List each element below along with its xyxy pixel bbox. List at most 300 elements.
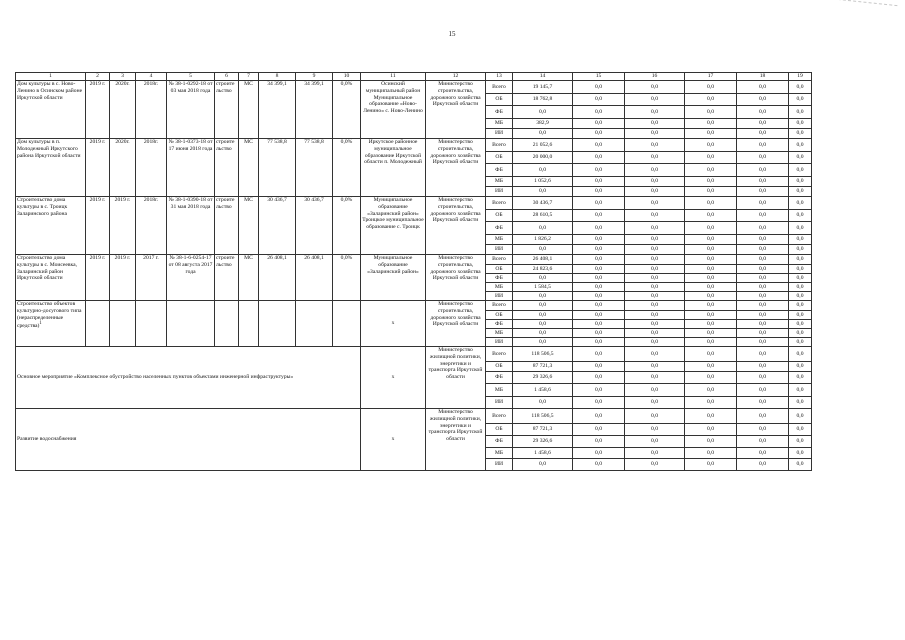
project-name-cell bbox=[16, 301, 86, 347]
amount-cell: 0,0 bbox=[737, 409, 789, 424]
table-row bbox=[16, 81, 812, 94]
amount-cell: 0,0 bbox=[789, 409, 812, 424]
responsible-ministry: Министерство строительства, дорожного хозяйства Иркутской области bbox=[426, 139, 486, 197]
amount-cell: 0,0 bbox=[789, 347, 812, 362]
ownership-form: МС bbox=[239, 255, 259, 301]
amount-cell: 0,0 bbox=[625, 397, 685, 409]
amount-cell: 30 436,7 bbox=[513, 197, 573, 210]
amount-cell: 0,0 bbox=[625, 424, 685, 436]
amount-cell: 0,0 bbox=[737, 459, 789, 471]
amount-cell: 0,0 bbox=[625, 235, 685, 245]
amount-cell: 0,0 bbox=[737, 292, 789, 301]
amount-cell: 0,0 bbox=[573, 274, 625, 283]
amount-cell: 0,0 bbox=[573, 424, 625, 436]
amount-cell: 0,0 bbox=[737, 139, 789, 152]
amount-cell: 0,0 bbox=[573, 129, 625, 139]
amount-cell: 0,0 bbox=[685, 397, 737, 409]
amount-cell: 0,0 bbox=[625, 459, 685, 471]
column-number: 18 bbox=[737, 73, 789, 81]
amount-cell: 0,0 bbox=[625, 436, 685, 448]
amount-cell: 0,0 bbox=[685, 187, 737, 197]
amount-cell: 0,0 bbox=[573, 301, 625, 311]
funding-source: ИИ bbox=[486, 187, 513, 197]
funding-source: ФБ bbox=[486, 320, 513, 329]
amount-cell: 0,0 bbox=[789, 222, 812, 235]
amount-cell: 0,0 bbox=[513, 320, 573, 329]
project-name: Строительство объектов культурно-досугового типа (нераспределенные средства) bbox=[17, 301, 82, 330]
ownership-form: МС bbox=[239, 139, 259, 197]
column-number: 4 bbox=[136, 73, 167, 81]
amount-cell: 0,0 bbox=[573, 164, 625, 177]
amount-cell: 0,0 bbox=[513, 274, 573, 283]
funding-source: Всего bbox=[486, 81, 513, 94]
amount-cell: 0,0 bbox=[573, 329, 625, 338]
amount-cell: 29 326,6 bbox=[513, 436, 573, 448]
amount-cell: 0,0 bbox=[737, 436, 789, 448]
funding-source: ФБ bbox=[486, 274, 513, 283]
amount-cell: 0,0 bbox=[573, 152, 625, 164]
amount-cell: 19 145,7 bbox=[513, 81, 573, 94]
amount-cell: 0,0 bbox=[685, 274, 737, 283]
amount-cell: 87 721,3 bbox=[513, 362, 573, 372]
funding-source: МБ bbox=[486, 177, 513, 187]
amount-cell: 0,0 bbox=[737, 81, 789, 94]
amount-cell: 0,0 bbox=[625, 152, 685, 164]
amount-cell: 0,0 bbox=[789, 320, 812, 329]
amount-cell: 0,0 bbox=[737, 448, 789, 459]
ownership-form: МС bbox=[239, 81, 259, 139]
column-number: 6 bbox=[215, 73, 239, 81]
expertise-year: 2017 г. bbox=[136, 255, 167, 301]
amount-cell: 24 823,6 bbox=[513, 265, 573, 274]
remaining-cost: 30 436,7 bbox=[296, 197, 333, 255]
funding-source: ИИ bbox=[486, 129, 513, 139]
amount-cell: 118 506,5 bbox=[513, 347, 573, 362]
amount-cell: 0,0 bbox=[625, 177, 685, 187]
amount-cell: 0,0 bbox=[625, 448, 685, 459]
budget-table bbox=[15, 72, 812, 471]
amount-cell: 21 052,6 bbox=[513, 139, 573, 152]
amount-cell: 0,0 bbox=[573, 81, 625, 94]
amount-cell: 0,0 bbox=[625, 255, 685, 265]
amount-cell: 0,0 bbox=[789, 372, 812, 384]
amount-cell: 20 000,0 bbox=[513, 152, 573, 164]
amount-cell: 0,0 bbox=[685, 320, 737, 329]
amount-cell: 0,0 bbox=[789, 81, 812, 94]
amount-cell: 0,0 bbox=[513, 106, 573, 119]
amount-cell: 0,0 bbox=[685, 384, 737, 397]
amount-cell: 0,0 bbox=[737, 397, 789, 409]
funding-source: Всего bbox=[486, 301, 513, 311]
readiness-percent: 0,0% bbox=[333, 255, 361, 301]
amount-cell: 0,0 bbox=[789, 235, 812, 245]
amount-cell: 0,0 bbox=[737, 338, 789, 347]
amount-cell: 26 408,1 bbox=[513, 255, 573, 265]
column-number: 12 bbox=[426, 73, 486, 81]
remaining-cost: 34 399,1 bbox=[296, 81, 333, 139]
amount-cell: 0,0 bbox=[625, 164, 685, 177]
amount-cell: 0,0 bbox=[789, 338, 812, 347]
funding-source: ФБ bbox=[486, 106, 513, 119]
estimated-cost: 26 408,1 bbox=[259, 255, 296, 301]
amount-cell: 0,0 bbox=[573, 436, 625, 448]
amount-cell: 1 826,2 bbox=[513, 235, 573, 245]
amount-cell: 0,0 bbox=[737, 129, 789, 139]
amount-cell: 0,0 bbox=[737, 424, 789, 436]
amount-cell: 0,0 bbox=[737, 106, 789, 119]
construction-start-year bbox=[86, 301, 110, 347]
funding-source: МБ bbox=[486, 119, 513, 129]
amount-cell: 382,9 bbox=[513, 119, 573, 129]
amount-cell: 29 326,6 bbox=[513, 372, 573, 384]
amount-cell: 0,0 bbox=[789, 139, 812, 152]
amount-cell: 0,0 bbox=[685, 235, 737, 245]
amount-cell: 0,0 bbox=[789, 283, 812, 292]
amount-cell: 0,0 bbox=[625, 274, 685, 283]
amount-cell: 0,0 bbox=[573, 197, 625, 210]
work-type bbox=[215, 301, 239, 347]
expertise-year: 2018г. bbox=[136, 197, 167, 255]
amount-cell: 0,0 bbox=[573, 245, 625, 255]
amount-cell: 0,0 bbox=[685, 222, 737, 235]
amount-cell: 0,0 bbox=[737, 197, 789, 210]
commissioning-year: 2019 г. bbox=[110, 197, 136, 255]
amount-cell: 0,0 bbox=[737, 362, 789, 372]
amount-cell: 0,0 bbox=[625, 347, 685, 362]
amount-cell: 0,0 bbox=[789, 384, 812, 397]
amount-cell: 0,0 bbox=[573, 94, 625, 106]
amount-cell: 0,0 bbox=[789, 311, 812, 320]
funding-source: МБ bbox=[486, 384, 513, 397]
responsible-ministry: Министерство жилищной политики, энергетики и транспорта Иркутской области bbox=[426, 409, 486, 471]
expertise-conclusion bbox=[167, 301, 215, 347]
funding-source: Всего bbox=[486, 347, 513, 362]
summary-label: Развитие водоснабжения bbox=[16, 409, 361, 471]
amount-cell: 0,0 bbox=[789, 177, 812, 187]
amount-cell: 0,0 bbox=[625, 187, 685, 197]
amount-cell: 0,0 bbox=[789, 397, 812, 409]
funding-source: ОБ bbox=[486, 362, 513, 372]
project-name: Строительство дома культуры в с. Троицк Заларинского района bbox=[17, 197, 68, 217]
funding-source: ОБ bbox=[486, 265, 513, 274]
project-name-cell bbox=[16, 139, 86, 197]
amount-cell: 0,0 bbox=[789, 459, 812, 471]
amount-cell: 0,0 bbox=[685, 311, 737, 320]
amount-cell: 0,0 bbox=[789, 119, 812, 129]
municipality: Муниципальное образование «Заларинский район» Троицкое муниципальное образование с. Троицк bbox=[361, 197, 426, 255]
funding-source: ФБ bbox=[486, 372, 513, 384]
amount-cell: 0,0 bbox=[573, 222, 625, 235]
amount-cell: 0,0 bbox=[737, 320, 789, 329]
commissioning-year bbox=[110, 301, 136, 347]
amount-cell: 0,0 bbox=[789, 301, 812, 311]
work-type: строительство bbox=[215, 197, 239, 255]
amount-cell: 0,0 bbox=[789, 448, 812, 459]
amount-cell: 1 052,6 bbox=[513, 177, 573, 187]
remaining-cost: 77 538,8 bbox=[296, 139, 333, 197]
expertise-conclusion: № 38-1-0390-18 от 31 мая 2018 года bbox=[167, 197, 215, 255]
amount-cell: 0,0 bbox=[625, 362, 685, 372]
funding-source: ОБ bbox=[486, 311, 513, 320]
amount-cell: 0,0 bbox=[513, 222, 573, 235]
amount-cell: 0,0 bbox=[573, 119, 625, 129]
amount-cell: 0,0 bbox=[513, 129, 573, 139]
column-number: 2 bbox=[86, 73, 110, 81]
expertise-year bbox=[136, 301, 167, 347]
footnote-marker: 1 bbox=[39, 321, 42, 327]
column-number-row bbox=[16, 73, 812, 81]
municipality: Муниципальное образование «Заларинский район» bbox=[361, 255, 426, 301]
amount-cell: 0,0 bbox=[513, 245, 573, 255]
amount-cell: 0,0 bbox=[685, 177, 737, 187]
column-number: 13 bbox=[486, 73, 513, 81]
amount-cell: 0,0 bbox=[685, 94, 737, 106]
amount-cell: 0,0 bbox=[625, 94, 685, 106]
work-type: строительство bbox=[215, 139, 239, 197]
funding-source: ИИ bbox=[486, 338, 513, 347]
municipality: х bbox=[361, 347, 426, 409]
amount-cell: 0,0 bbox=[737, 235, 789, 245]
column-number: 9 bbox=[296, 73, 333, 81]
amount-cell: 0,0 bbox=[737, 94, 789, 106]
project-name: Дом культуры в с. Ново-Ленино в Осинском районе Иркутской области bbox=[17, 81, 83, 101]
amount-cell: 0,0 bbox=[625, 301, 685, 311]
amount-cell: 0,0 bbox=[573, 283, 625, 292]
column-number: 19 bbox=[789, 73, 812, 81]
amount-cell: 0,0 bbox=[685, 372, 737, 384]
amount-cell: 1 458,6 bbox=[513, 448, 573, 459]
amount-cell: 0,0 bbox=[685, 255, 737, 265]
amount-cell: 1 458,6 bbox=[513, 384, 573, 397]
responsible-ministry: Министерство строительства, дорожного хозяйства Иркутской области bbox=[426, 301, 486, 347]
funding-source: ФБ bbox=[486, 222, 513, 235]
expertise-conclusion: № 38-1-0292-18 от 03 мая 2018 года bbox=[167, 81, 215, 139]
funding-source: Всего bbox=[486, 409, 513, 424]
project-name-cell bbox=[16, 197, 86, 255]
amount-cell: 0,0 bbox=[737, 311, 789, 320]
column-number: 7 bbox=[239, 73, 259, 81]
funding-source: МБ bbox=[486, 448, 513, 459]
amount-cell: 0,0 bbox=[685, 245, 737, 255]
commissioning-year: 2020г. bbox=[110, 139, 136, 197]
amount-cell: 0,0 bbox=[685, 347, 737, 362]
amount-cell: 0,0 bbox=[737, 222, 789, 235]
amount-cell: 0,0 bbox=[737, 210, 789, 222]
amount-cell: 0,0 bbox=[789, 292, 812, 301]
amount-cell: 0,0 bbox=[685, 129, 737, 139]
amount-cell: 0,0 bbox=[513, 397, 573, 409]
amount-cell: 0,0 bbox=[625, 139, 685, 152]
work-type: строительство bbox=[215, 81, 239, 139]
amount-cell: 0,0 bbox=[737, 274, 789, 283]
funding-source: ИИ bbox=[486, 292, 513, 301]
amount-cell: 0,0 bbox=[737, 283, 789, 292]
column-number: 17 bbox=[685, 73, 737, 81]
amount-cell: 0,0 bbox=[789, 106, 812, 119]
column-number: 11 bbox=[361, 73, 426, 81]
amount-cell: 0,0 bbox=[685, 164, 737, 177]
funding-source: ОБ bbox=[486, 210, 513, 222]
amount-cell: 0,0 bbox=[685, 338, 737, 347]
readiness-percent: 0,0% bbox=[333, 139, 361, 197]
amount-cell: 0,0 bbox=[573, 347, 625, 362]
work-type: строительство bbox=[215, 255, 239, 301]
amount-cell: 0,0 bbox=[513, 187, 573, 197]
readiness-percent: 0,0% bbox=[333, 81, 361, 139]
column-number: 1 bbox=[16, 73, 86, 81]
amount-cell: 0,0 bbox=[685, 119, 737, 129]
funding-source: ОБ bbox=[486, 94, 513, 106]
amount-cell: 0,0 bbox=[685, 436, 737, 448]
amount-cell: 0,0 bbox=[625, 311, 685, 320]
summary-label: Основное мероприятие «Комплексное обустройство населенных пунктов объектами инженерной инфраструктуры» bbox=[16, 347, 361, 409]
amount-cell: 0,0 bbox=[737, 372, 789, 384]
amount-cell: 0,0 bbox=[685, 139, 737, 152]
amount-cell: 0,0 bbox=[625, 197, 685, 210]
amount-cell: 0,0 bbox=[625, 320, 685, 329]
amount-cell: 0,0 bbox=[513, 459, 573, 471]
amount-cell: 0,0 bbox=[573, 372, 625, 384]
estimated-cost: 77 538,8 bbox=[259, 139, 296, 197]
amount-cell: 0,0 bbox=[685, 409, 737, 424]
amount-cell: 0,0 bbox=[685, 292, 737, 301]
amount-cell: 0,0 bbox=[789, 164, 812, 177]
amount-cell: 0,0 bbox=[737, 384, 789, 397]
amount-cell: 0,0 bbox=[789, 197, 812, 210]
amount-cell: 0,0 bbox=[789, 424, 812, 436]
amount-cell: 0,0 bbox=[685, 448, 737, 459]
funding-source: ИИ bbox=[486, 397, 513, 409]
amount-cell: 0,0 bbox=[573, 362, 625, 372]
project-name: Строительство дома культуры в с. Моисеевка, Заларинский район Иркутской области bbox=[17, 255, 78, 282]
estimated-cost: 34 399,1 bbox=[259, 81, 296, 139]
amount-cell: 0,0 bbox=[685, 265, 737, 274]
amount-cell: 0,0 bbox=[685, 106, 737, 119]
project-name-cell bbox=[16, 255, 86, 301]
amount-cell: 0,0 bbox=[789, 94, 812, 106]
amount-cell: 0,0 bbox=[789, 129, 812, 139]
amount-cell: 0,0 bbox=[625, 119, 685, 129]
amount-cell: 0,0 bbox=[625, 265, 685, 274]
amount-cell: 0,0 bbox=[789, 436, 812, 448]
amount-cell: 0,0 bbox=[573, 139, 625, 152]
amount-cell: 0,0 bbox=[573, 338, 625, 347]
construction-start-year: 2019 г. bbox=[86, 81, 110, 139]
table-row bbox=[16, 409, 812, 424]
remaining-cost bbox=[296, 301, 333, 347]
column-number: 16 bbox=[625, 73, 685, 81]
municipality: Иркутское районное муниципальное образование Иркутской области п. Молодежный bbox=[361, 139, 426, 197]
amount-cell: 0,0 bbox=[513, 164, 573, 177]
amount-cell: 118 506,5 bbox=[513, 409, 573, 424]
scan-artifact bbox=[837, 0, 898, 16]
table-row bbox=[16, 301, 812, 311]
column-number: 15 bbox=[573, 73, 625, 81]
amount-cell: 0,0 bbox=[625, 81, 685, 94]
amount-cell: 0,0 bbox=[625, 106, 685, 119]
amount-cell: 18 762,8 bbox=[513, 94, 573, 106]
amount-cell: 0,0 bbox=[573, 459, 625, 471]
municipality: х bbox=[361, 409, 426, 471]
estimated-cost bbox=[259, 301, 296, 347]
funding-source: ИИ bbox=[486, 245, 513, 255]
amount-cell: 0,0 bbox=[685, 424, 737, 436]
funding-source: ФБ bbox=[486, 164, 513, 177]
amount-cell: 0,0 bbox=[737, 347, 789, 362]
amount-cell: 0,0 bbox=[737, 255, 789, 265]
column-number: 8 bbox=[259, 73, 296, 81]
amount-cell: 0,0 bbox=[685, 81, 737, 94]
amount-cell: 0,0 bbox=[573, 397, 625, 409]
amount-cell: 0,0 bbox=[685, 301, 737, 311]
funding-source: МБ bbox=[486, 329, 513, 338]
amount-cell: 0,0 bbox=[573, 384, 625, 397]
commissioning-year: 2020г. bbox=[110, 81, 136, 139]
amount-cell: 0,0 bbox=[685, 197, 737, 210]
amount-cell: 0,0 bbox=[573, 409, 625, 424]
amount-cell: 0,0 bbox=[789, 255, 812, 265]
amount-cell: 0,0 bbox=[625, 283, 685, 292]
amount-cell: 0,0 bbox=[573, 292, 625, 301]
amount-cell: 28 610,5 bbox=[513, 210, 573, 222]
amount-cell: 0,0 bbox=[685, 329, 737, 338]
column-number: 14 bbox=[513, 73, 573, 81]
amount-cell: 0,0 bbox=[685, 459, 737, 471]
responsible-ministry: Министерство строительства, дорожного хозяйства Иркутской области bbox=[426, 255, 486, 301]
expertise-conclusion: № 38-1-6-0254-17 от 08 августа 2017 года bbox=[167, 255, 215, 301]
table-row bbox=[16, 347, 812, 362]
ownership-form: МС bbox=[239, 197, 259, 255]
amount-cell: 0,0 bbox=[573, 106, 625, 119]
amount-cell: 0,0 bbox=[573, 177, 625, 187]
amount-cell: 0,0 bbox=[513, 311, 573, 320]
amount-cell: 0,0 bbox=[789, 329, 812, 338]
amount-cell: 0,0 bbox=[737, 119, 789, 129]
amount-cell: 0,0 bbox=[685, 210, 737, 222]
amount-cell: 0,0 bbox=[789, 210, 812, 222]
municipality: Осинский муниципальный район Муниципальное образование «Ново-Ленино» с. Ново-Ленино bbox=[361, 81, 426, 139]
funding-source: МБ bbox=[486, 235, 513, 245]
amount-cell: 0,0 bbox=[625, 329, 685, 338]
funding-source: ОБ bbox=[486, 152, 513, 164]
responsible-ministry: Министерство жилищной политики, энергетики и транспорта Иркутской области bbox=[426, 347, 486, 409]
amount-cell: 0,0 bbox=[513, 301, 573, 311]
amount-cell: 0,0 bbox=[737, 301, 789, 311]
amount-cell: 0,0 bbox=[789, 245, 812, 255]
amount-cell: 1 584,5 bbox=[513, 283, 573, 292]
amount-cell: 0,0 bbox=[625, 129, 685, 139]
project-name-cell bbox=[16, 81, 86, 139]
amount-cell: 87 721,3 bbox=[513, 424, 573, 436]
responsible-ministry: Министерство строительства, дорожного хозяйства Иркутской области bbox=[426, 81, 486, 139]
amount-cell: 0,0 bbox=[685, 283, 737, 292]
page-number: 15 bbox=[448, 30, 456, 38]
construction-start-year: 2019 г. bbox=[86, 139, 110, 197]
amount-cell: 0,0 bbox=[573, 311, 625, 320]
funding-source: Всего bbox=[486, 139, 513, 152]
amount-cell: 0,0 bbox=[625, 409, 685, 424]
amount-cell: 0,0 bbox=[789, 265, 812, 274]
expertise-conclusion: № 38-1-0373-18 от 17 июня 2018 года bbox=[167, 139, 215, 197]
amount-cell: 0,0 bbox=[513, 292, 573, 301]
amount-cell: 0,0 bbox=[573, 320, 625, 329]
expertise-year: 2018г. bbox=[136, 139, 167, 197]
readiness-percent bbox=[333, 301, 361, 347]
funding-source: Всего bbox=[486, 255, 513, 265]
construction-start-year: 2019 г. bbox=[86, 197, 110, 255]
ownership-form bbox=[239, 301, 259, 347]
amount-cell: 0,0 bbox=[737, 265, 789, 274]
